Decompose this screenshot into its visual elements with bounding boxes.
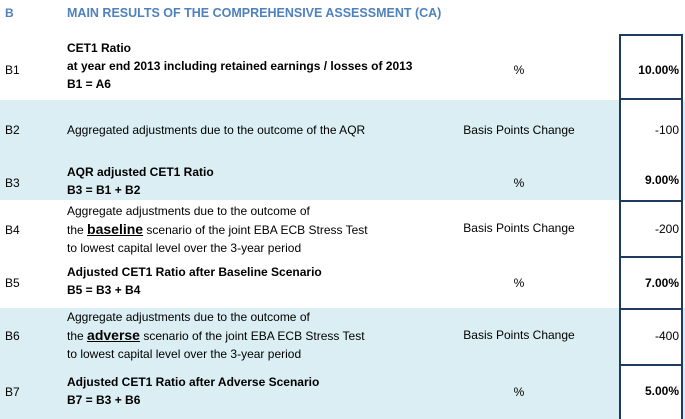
row-code: B5 [5,276,20,290]
row-value[interactable]: -100 [619,100,681,160]
cell-border [619,34,683,36]
row-unit: % [513,385,525,399]
row-description: Adjusted CET1 Ratio after Adverse Scenario B7 = B3 + B6 [67,375,320,407]
row-code: B1 [5,63,20,77]
row-description: Aggregated adjustments due to the outcome of the AQR [67,123,366,137]
cell-border [619,256,683,258]
table-row-b4 [0,202,685,256]
row-unit: % [513,276,525,290]
cell-border [619,200,683,202]
table-row-b7 [0,364,685,419]
row-value[interactable]: -400 [619,308,681,364]
row-description: Aggregate adjustments due to the outcome of the adverse scenario of the joint EBA ECB Stress Test to lowest capital level over the 3-year period [67,310,365,361]
row-value[interactable]: 9.00% [619,160,681,200]
section-header [0,0,685,34]
table-row-b5 [0,258,685,308]
section-title: MAIN RESULTS OF THE COMPREHENSIVE ASSESSMENT (CA) [67,6,442,20]
table-row-b1 [0,34,685,98]
row-description: Adjusted CET1 Ratio after Baseline Scenario B5 = B3 + B4 [67,265,322,297]
cell-border [619,308,683,310]
table-row-b6 [0,308,685,364]
scenario-keyword: adverse [87,327,140,343]
row-value[interactable]: 10.00% [619,63,681,77]
row-code: B3 [5,176,20,190]
row-code: B4 [5,223,20,237]
row-code: B2 [5,123,20,137]
scenario-keyword: baseline [87,221,144,237]
row-unit: Basis Points Change [463,123,575,137]
row-description: AQR adjusted CET1 Ratio B3 = B1 + B2 [67,165,214,197]
table-row-b3 [0,160,685,200]
row-unit: Basis Points Change [463,328,575,342]
row-code: B6 [5,329,20,343]
section-code: B [5,6,14,20]
row-value[interactable]: 7.00% [619,276,681,290]
cell-border [619,364,683,366]
row-unit: Basis Points Change [463,221,575,235]
row-description: Aggregate adjustments due to the outcome of the baseline scenario of the joint EBA ECB Stress Test to lowest capital level over the 3-year period [67,204,368,255]
row-unit: % [513,63,525,77]
row-value[interactable]: -200 [619,202,681,256]
table-row-b2 [0,100,685,160]
row-code: B7 [5,385,20,399]
row-unit: % [513,176,525,190]
row-value[interactable]: 5.00% [619,364,681,419]
cell-border [619,98,683,100]
row-description: CET1 Ratio at year end 2013 including retained earnings / losses of 2013 B1 = A6 [67,41,413,91]
